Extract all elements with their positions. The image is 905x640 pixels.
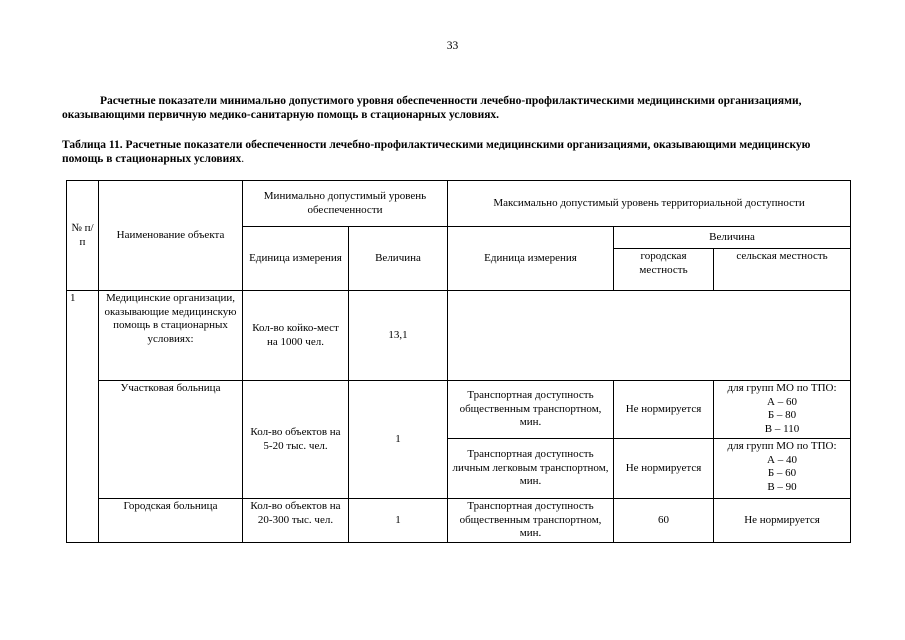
row-district-private-rural [714, 439, 851, 499]
table-row-district-public [67, 381, 851, 439]
row-city-public-rural: Не нормируется [714, 499, 851, 543]
table-caption-end: . [241, 153, 245, 165]
rural-line: В – 110 [764, 422, 800, 435]
table-row-medical [67, 291, 851, 381]
row-medical-unit: Кол-во койко-мест на 1000 чел. [243, 291, 349, 381]
rural-line: А – 40 [767, 453, 797, 466]
header-max-group: Максимально допустимый уровень территориальной доступности [448, 181, 851, 227]
rural-line: А – 60 [767, 395, 797, 408]
provision-table [66, 180, 851, 543]
header-name: Наименование объекта [99, 181, 243, 291]
header-row-1 [67, 181, 851, 227]
header-min-unit: Единица измерения [243, 227, 349, 291]
rural-line: для групп МО по ТПО: [727, 440, 837, 452]
rural-line: для групп МО по ТПО: [727, 382, 837, 394]
header-min-value: Величина [349, 227, 448, 291]
header-max-unit: Единица измерения [448, 227, 614, 291]
row-district-public-unit: Транспортная доступность общественным транспортном, мин. [448, 381, 614, 439]
row-district-public-rural [714, 381, 851, 439]
header-min-group: Минимально допустимый уровень обеспеченности [243, 181, 448, 227]
rural-line: Б – 80 [767, 409, 797, 421]
header-num: № п/п [67, 181, 99, 291]
table-container [66, 180, 852, 546]
document-heading: Расчетные показатели минимально допустимого уровня обеспеченности лечебно-профилактическими медицинскими организациями, оказывающими первичную медико-санитарную помощь в стационарных условиях. [62, 95, 802, 121]
rural-line: Б – 60 [767, 467, 797, 479]
row-district-name: Участковая больница [99, 381, 243, 499]
row-city-public-unit: Транспортная доступность общественным транспортном, мин. [448, 499, 614, 543]
row-medical-empty [448, 291, 851, 381]
row-city-unit: Кол-во объектов на 20-300 тыс. чел. [243, 499, 349, 543]
rural-line: В – 90 [767, 480, 797, 493]
row-district-unit: Кол-во объектов на 5-20 тыс. чел. [243, 381, 349, 499]
row-city-value: 1 [349, 499, 448, 543]
table-caption [62, 138, 832, 166]
header-urban: городская местность [614, 249, 714, 291]
header-rural: сельская местность [714, 249, 851, 291]
row-district-public-urban: Не нормируется [614, 381, 714, 439]
row-city-name: Городская больница [99, 499, 243, 543]
header-max-value: Величина [614, 227, 851, 249]
table-row-city [67, 499, 851, 543]
row-number: 1 [67, 291, 99, 543]
row-district-value: 1 [349, 381, 448, 499]
page-number: 33 [446, 40, 459, 52]
row-medical-name: Медицинские организации, оказывающие медицинскую помощь в стационарных условиях: [99, 291, 243, 381]
table-caption-title: Таблица 11. Расчетные показатели обеспеченности лечебно-профилактическими медицинскими организациями, оказывающими медицинскую помощь в стационарных условиях [62, 139, 811, 165]
row-district-private-unit: Транспортная доступность личным легковым транспортном, мин. [448, 439, 614, 499]
row-city-public-urban: 60 [614, 499, 714, 543]
row-medical-value: 13,1 [349, 291, 448, 381]
row-district-private-urban: Не нормируется [614, 439, 714, 499]
